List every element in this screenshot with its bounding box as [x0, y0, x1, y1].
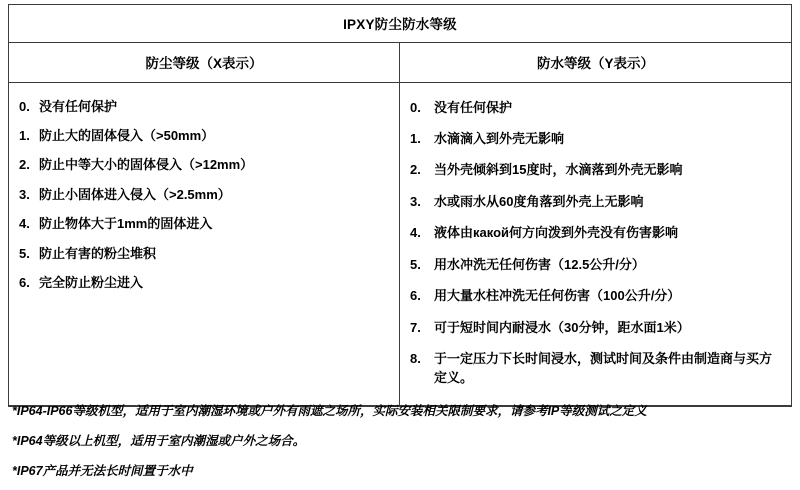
table-title: IPXY防尘防水等级: [9, 5, 791, 43]
list-item: [19, 151, 389, 180]
water-levels-list: [400, 83, 791, 405]
list-item-label: 防止小固体进入侵入（>2.5mm）: [39, 186, 231, 202]
list-item: [410, 312, 781, 343]
list-item-number: 1.: [19, 127, 30, 143]
dust-levels-list: [9, 83, 400, 405]
list-item-label: 完全防止粉尘进入: [39, 275, 144, 291]
list-item: [19, 92, 389, 121]
list-item-number: 5.: [410, 256, 421, 272]
list-item-number: 3.: [410, 193, 421, 209]
list-item: [410, 218, 781, 249]
list-item-label: 防止有害的粉尘堆积: [39, 245, 157, 261]
list-item-number: 6.: [19, 275, 30, 291]
list-item-number: 2.: [19, 157, 30, 173]
list-item-number: 5.: [19, 245, 30, 261]
list-item-label: 防止物体大于1mm的固体进入: [39, 216, 213, 232]
footnote: *IP67产品并无法长时间置于水中: [12, 463, 193, 478]
list-item-label: 用大量水柱冲洗无任何伤害（100公升/分）: [434, 288, 681, 304]
list-item: [19, 180, 389, 209]
list-item-label: 防止大的固体侵入（>50mm）: [39, 127, 215, 143]
column-header-water: 防水等级（Y表示）: [536, 56, 654, 71]
list-item-label: 水或雨水从60度角落到外壳上无影响: [434, 193, 644, 209]
footnotes: [8, 390, 800, 490]
table-body-row: [9, 83, 791, 406]
list-item-number: 2.: [410, 162, 421, 178]
table-header-row: [9, 43, 791, 83]
list-item-number: 4.: [19, 216, 30, 232]
list-item-label: 防止中等大小的固体侵入（>12mm）: [39, 157, 254, 173]
list-item: [19, 210, 389, 239]
footnote: *IP64-IP66等级机型，适用于室内潮湿环境或户外有雨遮之场所，实际安装相关限制要求，请参考IP等级测试之定义: [12, 404, 647, 418]
column-header-dust: 防尘等级（X表示）: [9, 43, 400, 82]
list-item: [19, 121, 389, 150]
list-item-number: 7.: [410, 319, 421, 335]
list-item-label: 没有任何保护: [39, 98, 118, 114]
list-item: [410, 92, 781, 123]
list-item-number: 6.: [410, 288, 421, 304]
footnote: *IP64等级以上机型，适用于室内潮湿或户外之场合。: [12, 433, 306, 448]
list-item-number: 3.: [19, 186, 30, 202]
list-item-label: 于一定压力下长时间浸水，测试时间及条件由制造商与买方定义。: [434, 351, 773, 385]
list-item-label: 没有任何保护: [434, 99, 513, 115]
list-item-number: 8.: [410, 351, 421, 367]
list-item: [410, 123, 781, 154]
list-item-label: 当外壳倾斜到15度时，水滴落到外壳无影响: [434, 162, 683, 178]
list-item-number: 0.: [410, 99, 421, 115]
list-item-label: 用水冲洗无任何伤害（12.5公升/分）: [434, 256, 645, 272]
list-item: [410, 281, 781, 312]
list-item-label: 水滴滴入到外壳无影响: [434, 130, 565, 146]
list-item-number: 4.: [410, 225, 421, 241]
list-item-label: 可于短时间内耐浸水（30分钟，距水面1米）: [434, 319, 690, 335]
ip-rating-table: [8, 4, 792, 407]
list-item: [410, 155, 781, 186]
list-item: [19, 239, 389, 268]
list-item: [410, 186, 781, 217]
list-item-number: 0.: [19, 98, 30, 114]
list-item: [410, 249, 781, 280]
list-item: [19, 269, 389, 298]
list-item-label: 液体由какой何方向泼到外壳没有伤害影响: [434, 225, 679, 241]
list-item: [410, 344, 781, 394]
list-item-number: 1.: [410, 130, 421, 146]
